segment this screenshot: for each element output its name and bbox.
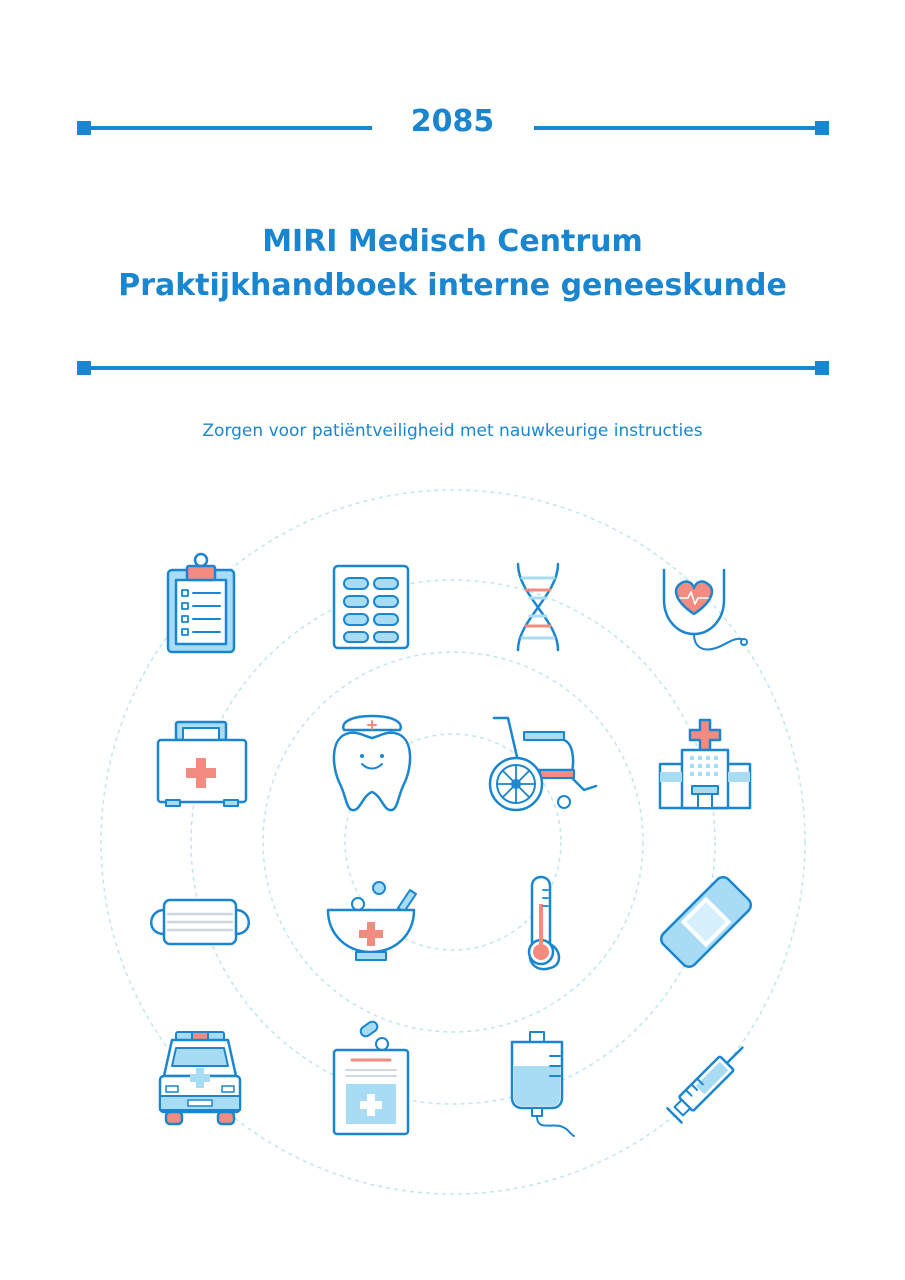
year-label: 2085 [410,104,495,139]
page-title [0,220,905,308]
tooth-nurse-icon [334,716,410,810]
first-aid-kit-icon [158,722,246,806]
stethoscope-heart-icon [664,570,747,649]
iv-bag-icon [512,1032,574,1136]
mortar-pestle-icon [328,882,416,960]
thermometer-icon [529,877,559,969]
medical-chart-icon [334,1020,408,1134]
subtitle: Zorgen voor patiëntveiligheid met nauwkeurige instructies [202,421,703,441]
medical-icons-illustration [0,470,905,1260]
wheelchair-icon [490,718,596,810]
rule-marker-right [815,121,829,135]
pill-pack-icon [334,566,408,648]
face-mask-icon [151,900,249,944]
ambulance-icon [160,1032,240,1124]
top-rule-right [534,126,822,130]
hospital-icon [660,720,750,808]
title-line-2: Praktijkhandboek interne geneeskunde [118,268,787,303]
title-line-1: MIRI Medisch Centrum [262,224,643,259]
clipboard-icon [168,554,234,652]
syringe-icon [667,1041,749,1123]
rule-marker-right-2 [815,361,829,375]
dna-icon [518,564,558,650]
bandage-icon [658,874,754,970]
bottom-rule [84,366,822,370]
